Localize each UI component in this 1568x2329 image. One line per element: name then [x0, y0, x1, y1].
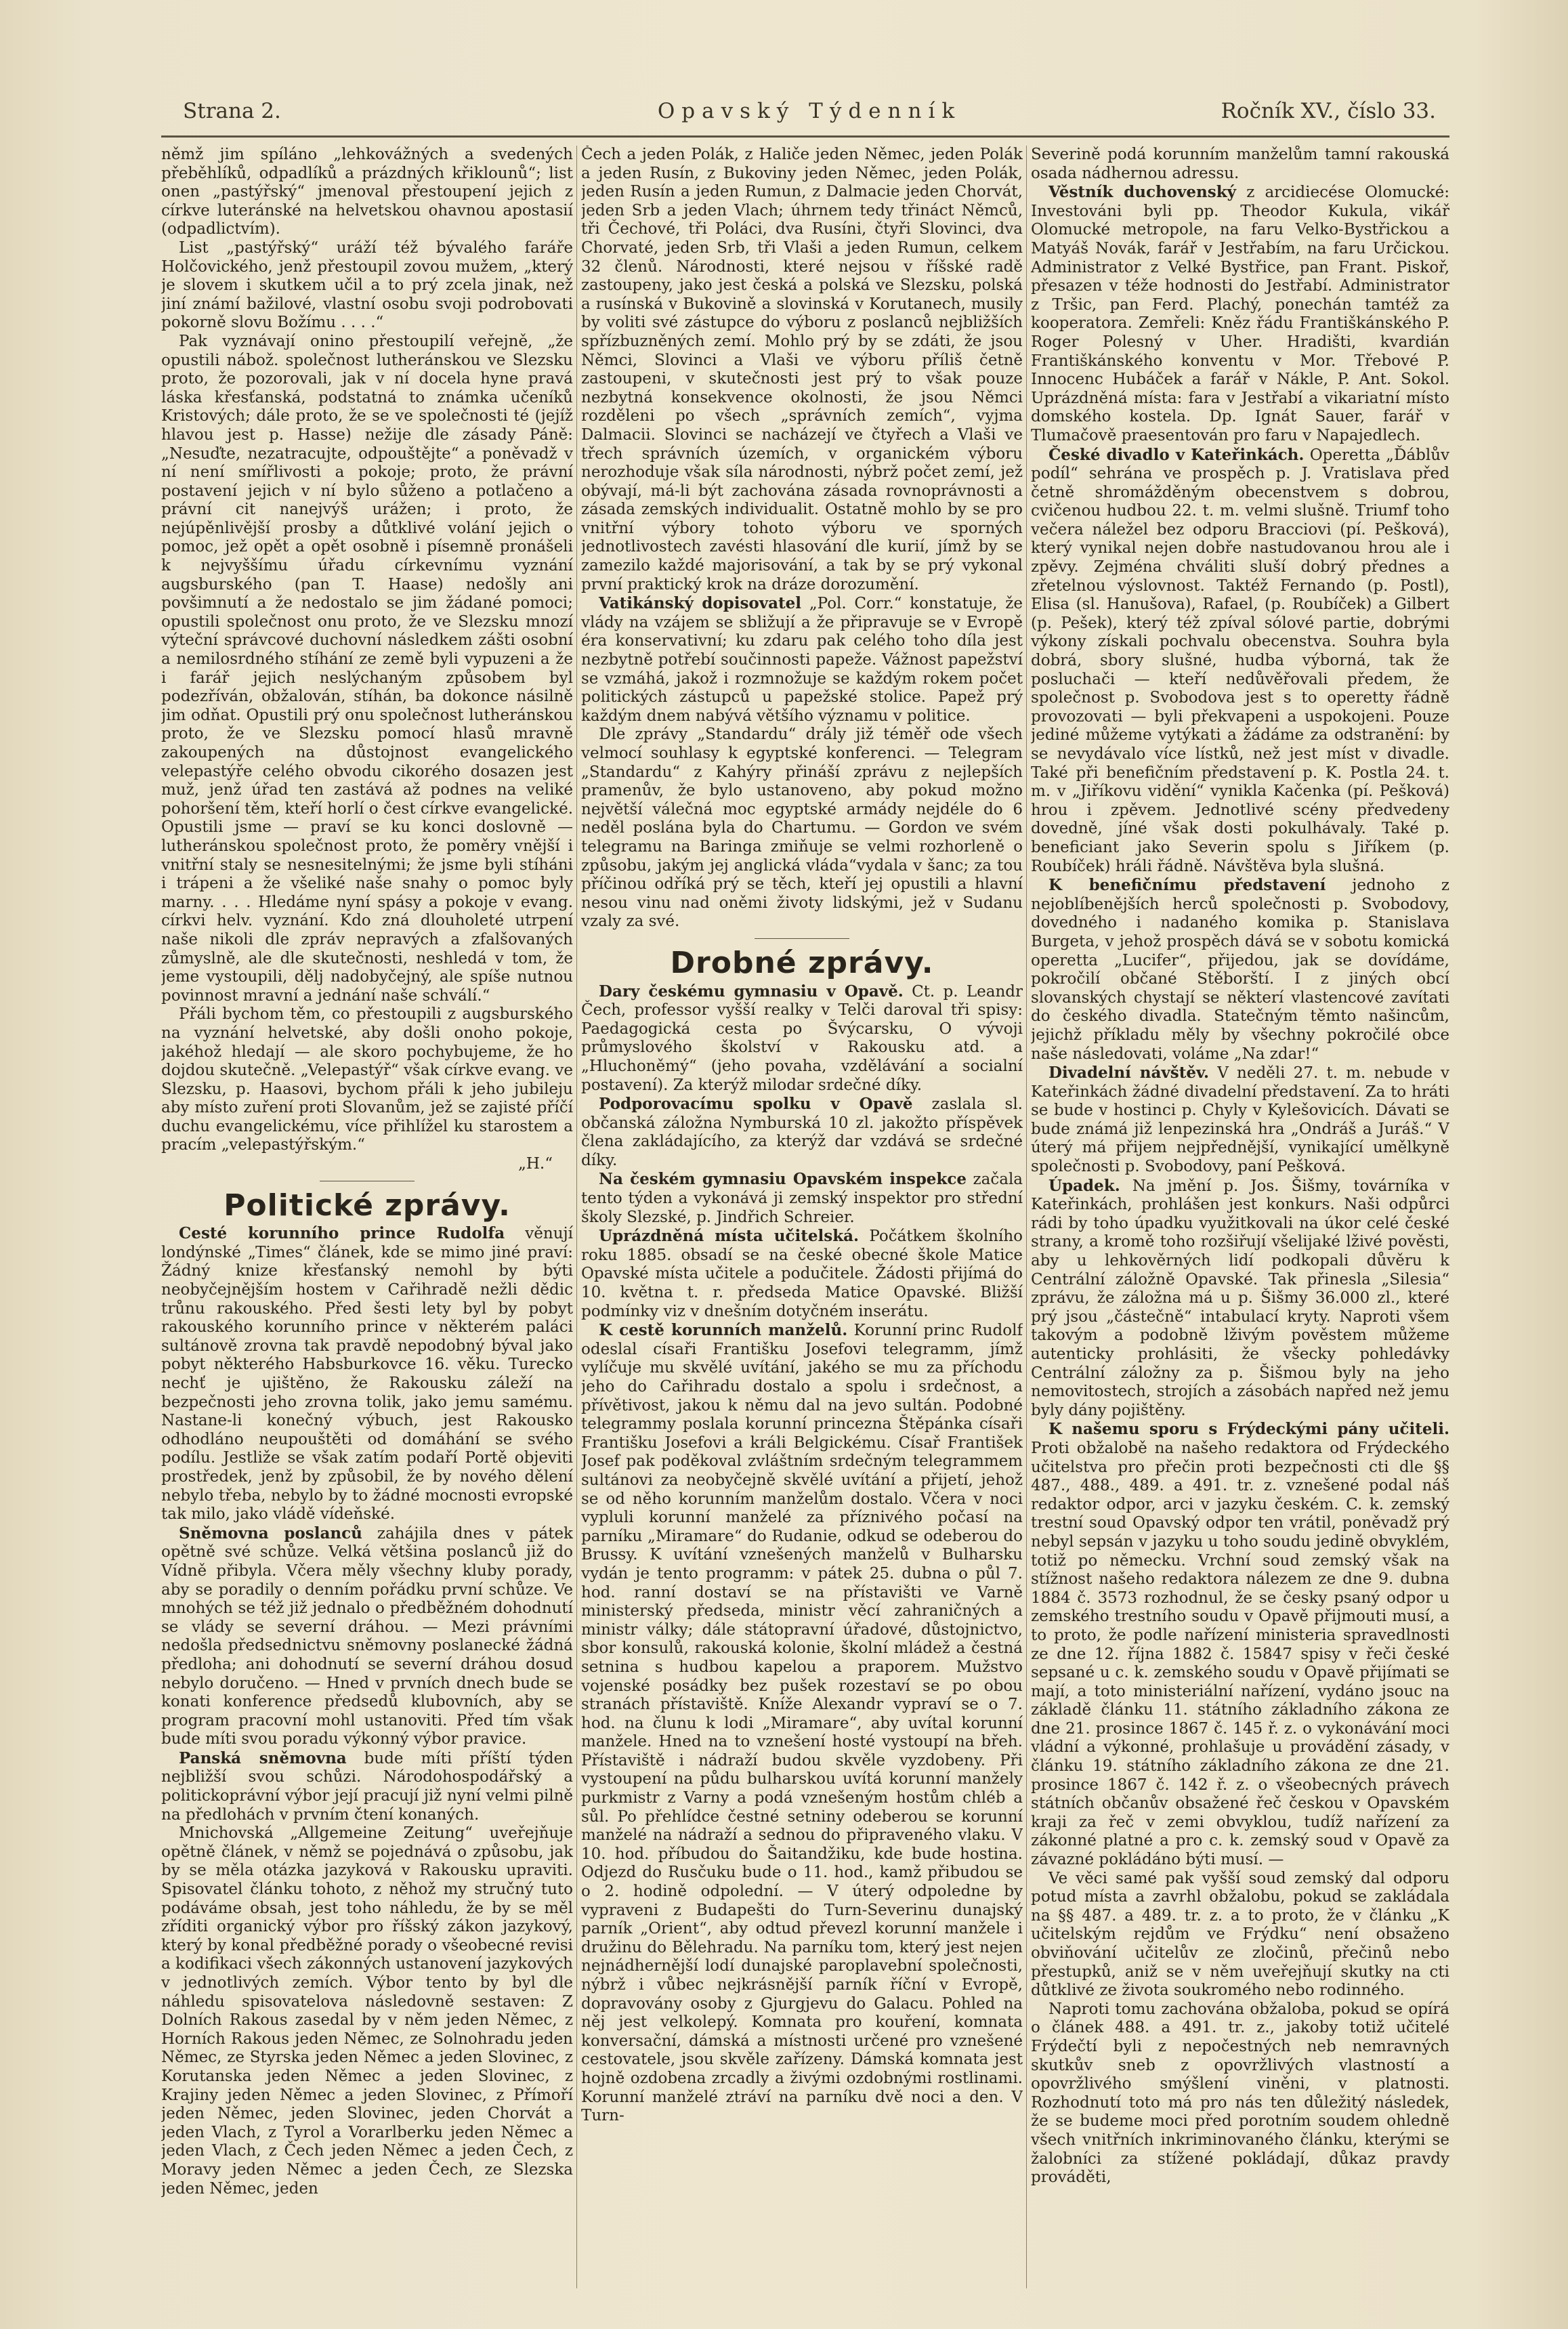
- paragraph: V neděli 27. t. m. nebude v Kateřinkách žádné divadelní představení. Za to hráti se bude v hostinci p. Chyly v Kylešovicích. Dávati se bude známá již lenpezinská hra „Ondráš a Juráš.“ V úterý má přijem nejpřednější, vynikající umělkyně společnosti p. Svobodovy, paní Pešková.: [1031, 1064, 1449, 1176]
- item-lead: Úpadek.: [1048, 1176, 1120, 1195]
- section-divider: [755, 938, 849, 939]
- section-heading: Politické zprávy.: [224, 1188, 511, 1223]
- item-lead: Uprázdněná místa učitelská.: [599, 1227, 860, 1246]
- paragraph: Počátkem školního roku 1885. obsadí se na české obecné škole Matice Opavské místa učitele a podučitele. Žádosti přijímá do 10. května t. r. předseda Matice Opavské. Bližší podmínky viz v dnešním dotyčném inserátu.: [581, 1228, 1023, 1320]
- column-2: [581, 146, 1023, 2309]
- item-lead: Panská sněmovna: [179, 1748, 347, 1767]
- item-lead: K našemu sporu s Frýdeckými pány učiteli.: [1048, 1420, 1449, 1439]
- header-rule: [161, 135, 1449, 138]
- paragraph: Ve věci samé pak vyšší soud zemský dal odporu potud místa a zavrhl obžalobu, pokud se zakládala na §§ 487. a 489. tr. z. a to proto, že v článku „K učitelským rejdům ve Frýdku“ není obsaženo obviňování učitelův ze zločinů, přečinů nebo přestupků, aniž se v něm uveřejňují skutky na cti důtklivé ze života soukromého nebo rodinného.: [1031, 1869, 1449, 2000]
- paragraph: začala tento týden a vykonává ji zemský inspektor pro střední školy Slezské, p. Jindřich Schreier.: [581, 1171, 1023, 1226]
- paragraph: zahájila dnes v pátek opětně své schůze. Velká většina poslanců již do Vídně přibyla. Včera měly všechny kluby porady, aby se poradily o denním pořádku první schůze. Ve mnohých se též již jednalo o předběžném dohodnutí se vlády se severní dráhou. — Mezi právními nedošla předsednictvu sněmovny poslanecké žádná předloha; ani dohodnutí se severní dráhou dosud nebylo doručeno. — Hned v prvních dnech bude se konati konference předsedů klubovních, aby se program pracovní mohl ustanoviti. Před tím však bude míti svou poradu výkonný výbor pravice.: [161, 1524, 573, 1748]
- paragraph: zaslala sl. občanská záložna Nymburská 10 zl. jakožto příspěvek člena zakládajícího, za kterýž dar vzdává se srdečné díky.: [581, 1095, 1023, 1169]
- paragraph: Přáli bychom těm, co přestoupili z augsburského na vyznání helvetské, aby došli onoho pokoje, jakéhož hledají — ale skoro pochybujeme, že ho dojdou skutečně. „Velepastýř“ však církve evang. ve Slezsku, p. Haasovi, bychom přáli k jeho jubileju aby místo zuření proti Slovanům, jež se zajisté příčí duchu evangelickému, více přihlížel ku starostem a pracím „velepastýřským.“: [161, 1005, 573, 1154]
- paragraph: Proti obžalobě na našeho redaktora od Frýdeckého učitelstva pro přečin proti bezpečnosti cti dle §§ 487., 488., 489. a 491. tr. z. vznešené podal náš redaktor odpor, arci v jazyku českém. C. k. zemský trestní soud Opavský odpor ten vrátil, poněvadž prý nebyl sepsán v jazyku u toho soudu jedině obvyklém, totiž po německu. Vrchní soud zemský však na stížnost našeho redaktora nálezem ze dne 9. dubna 1884 č. 3573 rozhodnul, že se česky psaný odpor u zemského trestního soudu v Opavě přijmouti musí, a to proto, že podle nařízení ministeria spravedlnosti ze dne 12. října 1882 č. 15847 spisy v řeči české sepsané u c. k. zemského soudu v Opavě přijímati se mají, a toto ministeriální nařízení, vydáno jsouc na základě článku 11. státního základního zákona ze dne 21. prosince 1867 č. 145 ř. z. o vykonávání moci vládní a výkonné, prohlašuje u provádění zásady, v článku 19. státního základního zákona ze dne 21. prosince 1867 č. 142 ř. z. o všeobecných právech státních občanův obsažené řeč českou v Opavském kraji za řeč v zemi obvyklou, tudíž nařízení za zákonné platné a pro c. k. zemský soud v Opavě za závazné pokládáno býti musí. —: [1031, 1439, 1449, 1869]
- paragraph: bude míti příští týden nejbližší svou schůzi. Národohospodářský a politickoprávní výbor její pracují již nyní velmi pilně na předlohách v prvním čtení konaných.: [161, 1749, 573, 1824]
- paragraph: Čech a jeden Polák, z Haliče jeden Němec, jeden Polák a jeden Rusín, z Bukoviny jeden Němec, jeden Polák, jeden Rusín a jeden Rumun, z Dalmacie jeden Chorvát, jeden Srb a jeden Vlach; úhrnem tedy třináct Němců, tři Čechové, tři Poláci, dva Rusíni, čtyři Slovinci, dva Chorvaté, jeden Srb, tři Vlaši a jeden Rumun, celkem 32 členů. Národnosti, které nejsou v říšské radě zastoupeny, jako jest česká a polská ve Slezsku, polská a rusínská v Bukovině a slovinská v Korutanech, musily by voliti své zástupce do výboru z poslanců nejbližších spřízbuzněných zemí. Mohlo prý by se zdáti, že jsou Němci, Slovinci a Vlaši ve výboru příliš četně zastoupeni, v skutečnosti jest prý to však pouze nezbytná konsekvence okolnosti, že jsou Němci rozděleni po všech „správních zemích“, vyjma Dalmacii. Slovinci se nacházejí ve čtyřech a Vlaši ve třech správních územích, v organickém výboru nerozhoduje však síla národnosti, nýbrž počet zemí, jež obývají, má-li být zachována zásada rovnoprávnosti a zásada zemských individualit. Ostatně mohlo by se pro vnitřní výbory tohoto výboru ve sporných jednotlivostech zavésti hlasování dle kurií, jímž by se zamezilo každé majorisování, a tak by se prý vykonal první praktický krok na dráze dorozumění.: [581, 146, 1023, 593]
- paragraph: Dle zprávy „Standardu“ drály již téměř ode všech velmocí souhlasy k egyptské konferenci. — Telegram „Standardu“ z Kahýry přináší zprávu z nejlepších pramenův, že bylo ustanoveno, aby pokud možno největší válečná moc egyptské armády nejdéle do 6 neděl poslána byla do Chartumu. — Gordon ve svém telegramu na Baringa zmiňuje se velmi rozhorleně o způsobu, jakým jej anglická vláda“vydala v šanc; za tou příčinou odříká prý se těch, kteří jej opustili a hlavní nesou vinu nad oněmi životy lidskými, jež v Sudanu vzaly za své.: [581, 726, 1023, 931]
- item-lead: Dary českému gymnasiu v Opavě.: [599, 982, 904, 1001]
- item-lead: Cesté korunního prince Rudolfa: [179, 1224, 505, 1243]
- paragraph: „Pol. Corr.“ konstatuje, že vlády na vzájem se sbližují a že připravuje se v Evropě éra konservativní; ku zdaru pak celého toho díla jest nezbytně potřebí součinnosti papeže. Vážnost papežství se vzmáhá, jakož i rozmnožuje se každým rokem počet politických zástupců u papežské stolice. Papež prý každým dnem nabývá většího významu v politice.: [581, 595, 1023, 725]
- item-lead: Věstník duchovenský: [1048, 183, 1237, 202]
- paragraph: jednoho z nejoblíbenějších herců společnosti p. Svobodovy, dovedného i nadaného komika p. Stanislava Burgeta, v jehož prospěch dává se v sobotu komická operetta „Lucifer“, přijedou, jak se dovídáme, pokročilí občané Stěborští. I z jiných obcí slovanských chystají se některí vlastencové zavítati do českého divadla. Statečným těmto našincům, jejichž příkladu měly by všechny pokročilé obce naše následovati, voláme „Na zdar!“: [1031, 877, 1449, 1063]
- signature: „H.“: [517, 1155, 553, 1173]
- paragraph: Na jmění p. Jos. Šišmy, továrníka v Kateřinkách, prohlášen jest konkurs. Naši odpůrci rádi by toho úpadku využitkovali na úkor celé české strany, a kromě toho rozšiřují všelijaké lživé pověsti, aby u lehkověrných lidí podkopali důvěru k Centrální záložně Opavské. Tak přinesla „Silesia“ zprávu, že záložna má u p. Šišmy 36.000 zl., které prý jsou „částečně“ intabulací kryty. Naproti všem takovým a podobně lživým pověstem můžeme autenticky prohlásiti, že všecky pohledávky Centrální záložny za p. Šišmou byly na jeho nemovitostech, strojích a zásobách napřed než jemu byly dány pojištěny.: [1031, 1177, 1449, 1419]
- paragraph: Ct. p. Leandr Čech, professor vyšší realky v Telči daroval tři spisy: Paedagogická cesta po Švýcarsku, O vývoji průmyslového školství v Rakousku atd. a „Hluchoněmý“ (jeho povaha, vzdělávání a socialní postavení). Za kterýž milodar srdečné díky.: [581, 982, 1023, 1094]
- item-lead: Sněmovna poslanců: [179, 1524, 362, 1543]
- page-number: Strana 2.: [183, 99, 281, 123]
- paragraph: Severině podá korunním manželům tamní rakouská osada nádhernou adressu.: [1031, 146, 1449, 182]
- paragraph: Pak vyznávají onino přestoupilí veřejně, „že opustili nábož. společnost lutheránskou ve Slezsku proto, že pozorovali, jak v ní docela hyne pravá láska křesťanská, podstatná to známka učeníků Kristových; dále proto, že se ve společnosti té (jejíž hlavou jest p. Hasse) nežije dle zásady Páně: „Nesuďte, nezatracujte, odpouštějte“ a poněvadž v ní není smířlivosti a pokoje; proto, že právní postavení jejich v ní bylo sůženo a potlačeno a právní cit nanejvýš urážen; i proto, že nejúpěnlivější prosby a důtklivé volání jejich o pomoc, jež opět a opět osobně i písemně pronášeli k nejvyššímu úřadu církevnímu vyznání augsburského (pan T. Haase) nedošly ani povšimnutí a že nedostalo se jim žádané pomoci; opustili společnost onu proto, že ve Slezsku mnozí výteční správcové duchovní následkem zášti osobní a nemilosrdného stíhání ze země byli vypuzeni a že i farář jejich neslýchaným způsobem byl podezříván, obžalován, stíhán, ba dokonce násilně jim odňat. Opustili prý onu společnost lutheránskou proto, že ve Slezsku pomocí hlasů mravně zakoupených na důstojnost evangelického velepastýře celého obvodu cikorého dosazen jest muž, jenž úřad ten zastává až podnes na veliké pohoršení těm, kteří horlí o čest církve evangelické. Opustili jsme — praví se ku konci doslovně — lutheránskou společnost proto, že poměry vnější i vnitřní staly se nesnesitelnými; že jsme byli stíháni i trápeni a že všeliké naše snahy o pomoc byly marny. . . . Hledáme nyní spásy a pokoje v evang. církvi helv. vyznání. Kdo zná dlouholeté utrpení naše nikoli dle zpráv nepravých a zfalšovaných zůmyslně, ale dle skutečnosti, neshledá v tom, že jeme vystoupili, dělj nadobyčejný, ale spíše nutnou povinnost mravní a jednání naše schválí.“: [161, 332, 573, 1005]
- item-lead: Na českém gymnasiu Opavském inspekce: [599, 1170, 967, 1189]
- item-lead: Podporovacímu spolku v Opavě: [599, 1095, 913, 1114]
- column-divider: [1026, 146, 1027, 2288]
- paragraph: Korunní princ Rudolf odeslal císaři Františku Josefovi telegramm, jímž vylíčuje mu skvělé uvítání, jakého se mu za příchodu jeho do Cařihradu dostalo a spolu i srdečnost, a přívětivost, jakou k němu dal na jevo sultán. Podobné telegrammy poslala korunní princezna Štěpánka císaři Františku Josefovi a králi Belgickému. Císař František Josef pak poděkoval zvláštním srdečným telegrammem sultánovi za neobyčejně skvělé uvítání a přijetí, jehož se od něho korunním manželům dostalo. Včera v noci vypluli korunní manželé za příznivého počasí na parníku „Miramare“ do Rudanie, odkud se odeberou do Brussy. K uvítání vznešených manželů v Bulharsku vydán je tento programm: v pátek 25. dubna o půl 7. hod. ranní dostaví se na přístavišti ve Varně ministerský předseda, ministr věcí zahraničných a ministr války; dále státopravní úřadové, důstojnictvo, sbor konsulů, rakouská kolonie, školní mládež a čestná setnina s hudbou kapelou a praporem. Mužstvo vojenské posádky bez pušek rozestaví se po obou stranách přístaviště. Kníže Alexandr vypraví se o 7. hod. na člunu k lodi „Miramare“, aby uvítal korunní manžele. Hned na to vznešení hosté vystoupí na břeh. Přístaviště i nádraží budou skvěle vyzdobeny. Při vystoupení na půdu bulharskou uvítá korunní manžely purkmistr z Varny a podá vznešeným hostům chléb a sůl. Po přehlídce čestné setniny odeberou se korunní manželé na nádraží a sednou do připraveného vlaku. V 10. hod. příbudou do Šaitandžiku, kde bude hostina. Odjezd do Rusčuku bude o 11. hod., kamž přibudou se o 2. hodině odpolední. — V úterý odpoledne by vypraveni z Budapešti do Turn-Severinu dunajský parník „Orient“, aby odtud převezl korunní manžele i družinu do Bělehradu. Na parníku tom, který jest nejen nejnádhernější lodí dunajské paroplavební společnosti, nýbrž i vůbec nejkrásnější parník říční v Evropě, dopravovány osoby z Gjurgjevu do Galacu. Pohled na něj jest velkolepý. Komnata pro kouření, komnata konversační, dámská a místnosti určené pro vznešené cestovatele, jsou skvěle zařízeny. Dámská komnata jest hojně ozdobena zrcadly a živými ozdobnými rostlinami. Korunní manželé ztráví na parníku dvě noci a den. V Turn-: [581, 1322, 1023, 2125]
- paragraph: němž jim spíláno „lehkovážných a svedených přeběhlíků, odpadlíků a prázdných křiklounů“; list onen „pastýřský“ jmenoval přestoupení jejich z církve luteránské na helvetskou ohavnou apostasií (odpadlictvím).: [161, 146, 573, 238]
- paragraph: Operetta „Ďáblův podíl“ sehrána ve prospěch p. J. Vratislava před četně shromážděným obecenstvem s dobrou, cvičenou hudbou 22. t. m. velmi slušně. Triumf toho večera náležel bez odporu Bracciovi (pí. Pešková), který vynikal nejen dobře nastudovanou hrou ale i zpěvy. Zejména chváliti sluší dobrý přednes a zřetelnou výslovnost. Taktéž Fernando (p. Postl), Elisa (sl. Hanušova), Rafael, (p. Roubíček) a Gilbert (p. Pešek), který též zpíval sólové partie, dobrými výkony získali pochvalu obecenstva. Souhra byla dobrá, sbory slušné, hudba výborná, tak že posluchači — kteří nedůvěřovali předem, že společnost p. Svobodova jest s to operetty řádně provozovati — byli překvapeni a uspokojeni. Pouze jediné můžeme vytýkati a žádáme za odstranění: by se nevydávalo více lístků, než jest míst v divadle. Také při benefičním představení p. K. Postla 24. t. m. v „Jiříkovu vidění“ vynikla Kačenka (pí. Pešková) hrou i zpěvem. Jednotlivé scény předvedeny dovedně, jíné však dosti pokulhávaly. Také p. beneficiant jako Severin spolu s Jiříkem (p. Roubíček) hráli řádně. Návštěva byla slušná.: [1031, 446, 1449, 875]
- item-lead: K benefičnímu představení: [1048, 876, 1326, 895]
- item-lead: České divadlo v Kateřinkách.: [1048, 445, 1305, 464]
- paragraph: Mnichovská „Allgemeine Zeitung“ uveřejňuje opětně článek, v němž se pojednává o způsobu, jak by se měla otázka jazyková v Rakousku upraviti. Spisovatel článku tohoto, z něhož my stručný tuto podáváme obsah, jest toho náhledu, že by se měl zříditi organický výbor pro říšský zákon jazykový, který by konal předběžné porady o všeobecné revisi a kodifikaci všech zákonných ustanovení jazykových v jednotlivých zemích. Výbor tento by byl dle náhledu spisovatelova následovně sestaven: Z Dolních Rakous zasedal by v něm jeden Němec, z Horních Rakous jeden Němec, ze Solnohradu jeden Němec, ze Styrska jeden Němec a jeden Slovinec, z Korutanska jeden Němec a jeden Slovinec, z Krajiny jeden Němec a jeden Slovinec, z Přímoří jeden Němec, jeden Slovinec, jeden Chorvát a jeden Vlach, z Tyrol a Vorarlberku jeden Němec a jeden Vlach, z Čech jeden Němec a jeden Čech, z Moravy jeden Němec a jeden Čech, ze Slezska jeden Němec, jeden: [161, 1824, 573, 2198]
- item-lead: Divadelní návštěv.: [1048, 1064, 1210, 1083]
- item-lead: Vatikánský dopisovatel: [599, 594, 802, 613]
- paragraph: věnují londýnské „Times“ článek, kde se mimo jiné praví: Žádný knize křesťanský nemohl by býti neobyčejnějším hostem v Cařihradě nežli dědic trůnu rakouského. Před šesti lety byl by pobyt rakouského korunního prince v některém paláci sultánově zrovna tak pravdě nepodobný býval jako pobyt některého Habsburkovce 16. věku. Turecko nechť je ujištěno, že Rakousku záleží na bezpečnosti jeho zrovna tolik, jako jemu samému. Nastane-li konečný výbuch, jest Rakousko odhodláno neupouštěti od domáhání se svého podílu. Jestliže se však zatím podaří Portě objeviti prostředek, jenž by způsobil, že by nového dělení nebylo třeba, nebylo by to žádné mocnosti evropské tak milo, jako vládě vídeňské.: [161, 1225, 573, 1524]
- issue-info: Ročník XV., číslo 33.: [1221, 99, 1436, 123]
- masthead-title: Opavský Týdenník: [657, 99, 962, 123]
- paragraph: Naproti tomu zachována obžaloba, pokud se opírá o článek 488. a 491. tr. z., jakoby totiž učitelé Frýdečtí byli z nepočestných neb nemravných skutkův sneb z opovržlivých vlastností a opovržlivého smýšlení viněni, v platnosti. Rozhodnutí toto má pro nás ten důležitý následek, že se budeme moci před porotním soudem ohledně všech vnitřních inkriminovaného článku, kterými se žalobníci za stížené pokládají, důkaz pravdy prováděti,: [1031, 2000, 1449, 2187]
- paragraph: z arcidiecése Olomucké: Investováni byli pp. Theodor Kukula, vikář Olomucké metropole, na faru Velko-Bystřickou a Matyáš Novák, farář v Jestřabím, na faru Určickou. Administrator z Velké Bystřice, pan Frant. Piskoř, přesazen v téže hodnosti do Jestřabí. Administrator z Tršic, pan Ferd. Plachý, ponechán tamtéž za kooperatora. Zemřeli: Kněz řádu Františkánského P. Roger Polesný v Uher. Hradišti, kvardián Františkánského konventu v Mor. Třebové P. Innocenc Hubáček a farář v Nákle, P. Ant. Sokol. Uprázdněná místa: fara v Jestřabí a vikariatní místo domského kostela. Dp. Ignát Sauer, farář v Tlumačově praesentován pro faru v Napajedlech.: [1031, 184, 1449, 444]
- column-3: [1031, 146, 1449, 2309]
- paragraph: List „pastýřský“ uráží též bývalého faráře Holčovického, jenž přestoupil zovou mužem, „který je slovem i skutkem učil a to prý zcela jinak, než jiní známí bažilové, vlastní osobu svoji podrobovati pokorně slovu Božímu . . . .“: [161, 238, 573, 332]
- section-heading: Drobné zprávy.: [670, 945, 934, 980]
- column-divider: [576, 146, 577, 2288]
- item-lead: K cestě korunních manželů.: [599, 1321, 848, 1340]
- column-1: [161, 146, 573, 2309]
- page-header: [183, 95, 1436, 130]
